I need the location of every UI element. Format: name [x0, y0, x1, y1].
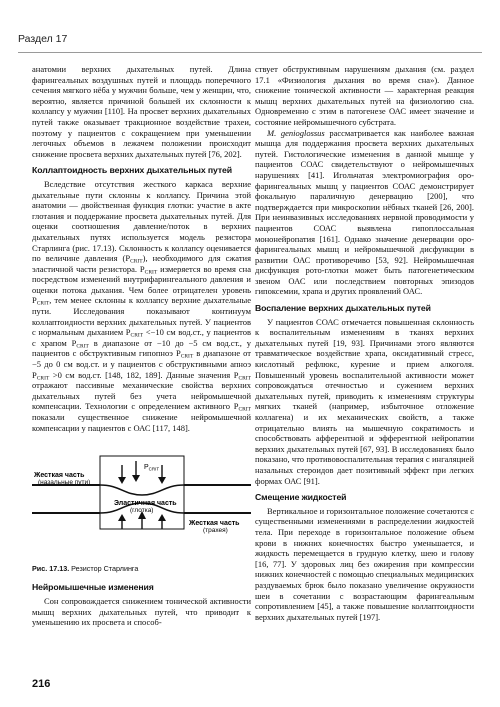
right-column — [255, 64, 474, 622]
section-heading: Коллаптоидность верхних дыхательных путей — [32, 165, 232, 176]
arrow-down-head — [132, 475, 140, 482]
chapter-header: Раздел 17 — [18, 33, 68, 45]
paragraph: Вертикальное и горизонтальное положение сочетаются с существенными изменениями в распределении жидкостей тела. При переходе в горизонтальное положение объем крови в нижних конечностях быстро уменьшается, и жидкость перемещается в грудную клетку, шею и голову [16, 77]. У здоровых лиц без ожирения при компрессии нижних конечностей с помощью специальных медицинских раздуваемых брюк было показано увеличение окружности шеи в сочетании с возрастающим фарингеальным сопротивлением [45], а также повышение коллаптоидности верхних дыхательных путей [197]. — [255, 505, 474, 622]
paragraph: M. genioglossus рассматривается как наиболее важная мышца для поддержания просвета верхних дыхательных путей. Гистологические изменения в данной мышце у пациентов СОАС свидетельствуют о нейромышечных нарушениях [41]. Игольчатая электромиография оро-фарингеальных мышц у пациентов СОАС демонстрирует фокальную параличную денервацию [200], что подтверждается при микроскопии нёбных тканей [26, 200]. При неинвазивных исследованиях нервной проводимости у пациентов СОАС выявлена гипоплоссальная мононейропатия [161]. Однако значение денервации оро-фарингеальных мышц и нейромышечной дисфункции в развитии ОАС противоречиво [53, 92]. Нейромышечная дисфункция рото-глотки может быть патогенетическим звеном ОАС или последствием повторных эпизодов гипоксемии, храпа и других проявлений ОАС. — [255, 127, 475, 297]
rigid-left-sublabel: (назальные пути) — [38, 479, 91, 487]
arrow-down-head — [158, 477, 166, 484]
paragraph: У пациентов СОАС отмечается повышенная склонность к воспалительным изменениям в тканях верхних дыхательных путей [19, 93]. Причинами этого являются травматическое воздействие храпа, оксидативный стресс, кислотный рефлюкс, курение и прием алкоголя. Повышенный уровень воспалительной активности может сопровождаться отечностью и сужением верхних дыхательных путей, приводить к изменениям структуры мягких тканей (например, избыточное отложение коллагена) и их механических свойств, а также отрицательно влиять на мышечную сократимость и способствовать афферентной и эфферентной нейропатии верхних дыхательных путей [67, 93]. В исследованиях было показано, что противовоспалительная терапия с ингаляцией назальных стероидов дает позитивный эффект при легких формах ОАС [91]. — [255, 316, 474, 486]
arrow-down-head — [118, 477, 126, 484]
paragraph: Вследствие отсутствия жесткого каркаса верхние дыхательные пути склонны к коллапсу. Причина этой анатомии — двойственная функция глотки: участие в акте глотания и поддержание просвета дыхательных путей. Для оценки соотношения давление/поток в верхних дыхательных путях используется модель резистора Старлинга (рис. 17.13). Склонность к коллапсу оценивается по величине давления $(P_{CRIT})$, необходимого для сжатия эластичной части резистора. $P_{CRIT}$ измеряется во время сна посредством изменений внутрифарингеального давления и оценки потока дыхания. Чем более отрицателен уровень $P_{CRIT}$, тем менее склонны к коллапсу верхние дыхательные пути. Исследования показывают континуум коллаптоидности верхних дыхательных путей. У пациентов с нормальным дыханием $P_{CRIT} <-10$ см вод.ст., у пациентов с храпом $P_{CRIT}$ в диапазоне от −10 до −5 см вод.ст., у пациентов с обструктивным гипопноэ $P_{CRIT}$ в диапазоне от −5 до 0 см вод.ст. и у пациентов с обструктивными апноэ $P_{CRIT} >0$ см вод.ст. [148, 182, 189]. Данные значения $P_{CRIT}$ отражают пассивные механические свойства верхних дыхательных путей без учета нейромышечной компенсации. Технологии с определением активного $P_{CRIT}$ показали существенное снижение нейромышечной компенсации у пациентов с ОАС [117, 148]. — [32, 178, 252, 433]
header-rule — [18, 52, 482, 53]
elastic-sublabel: (глотка) — [130, 507, 154, 515]
starling-resistor-figure — [32, 455, 251, 562]
page-number: 216 — [32, 678, 51, 690]
figure-caption: Рис. 17.13. Резистор Старлинга — [32, 563, 139, 573]
pcrit-label: $P_{CRIT}$ — [144, 464, 160, 472]
arrow-up-head — [158, 514, 166, 521]
section-heading: Нейромышечные изменения — [32, 582, 154, 593]
rigid-right-sublabel: (трахея) — [203, 527, 228, 535]
section-heading: Смещение жидкостей — [255, 492, 347, 503]
section-heading: Воспаление верхних дыхательных путей — [255, 303, 431, 314]
left-column — [32, 64, 251, 628]
paragraph: ствует обструктивным нарушениям дыхания (см. раздел 17.1 «Физиология дыхания во время сна»). Данное снижение тонической активности — характерная реакция мышц верхних дыхательных путей на физиологию сна. Одновременно с этим в патогенезе ОАС имеет значение и состояние нейромышечного субстрата. — [255, 64, 474, 127]
rigid-right-label: Жесткая часть — [189, 520, 240, 528]
paragraph: Сон сопровождается снижением тонической активности мышц верхних дыхательных путей, что приводит к уменьшению их просвета и способ- — [32, 595, 251, 628]
paragraph: анатомии верхних дыхательных путей. Длина фарингеальных воздушных путей и площадь поперечного сечения мягкого нёба у мужчин больше, чем у женщин, что, вероятно, является причиной большей их склонности к коллапсу у мужчин [110]. На просвет верхних дыхательных путей также оказывает тракционное воздействие трахеи, поэтому у пациентов с сокращением при уменьшении легочных объемов в лежачем положении происходит снижение просвета верхних дыхательных путей [76, 202]. — [32, 64, 251, 159]
elastic-top-wall — [100, 485, 184, 495]
arrow-up-head — [118, 514, 126, 521]
elastic-label: Эластичная часть — [114, 500, 177, 508]
rigid-left-label: Жесткая часть — [34, 472, 85, 480]
starling-resistor-diagram — [32, 455, 251, 559]
